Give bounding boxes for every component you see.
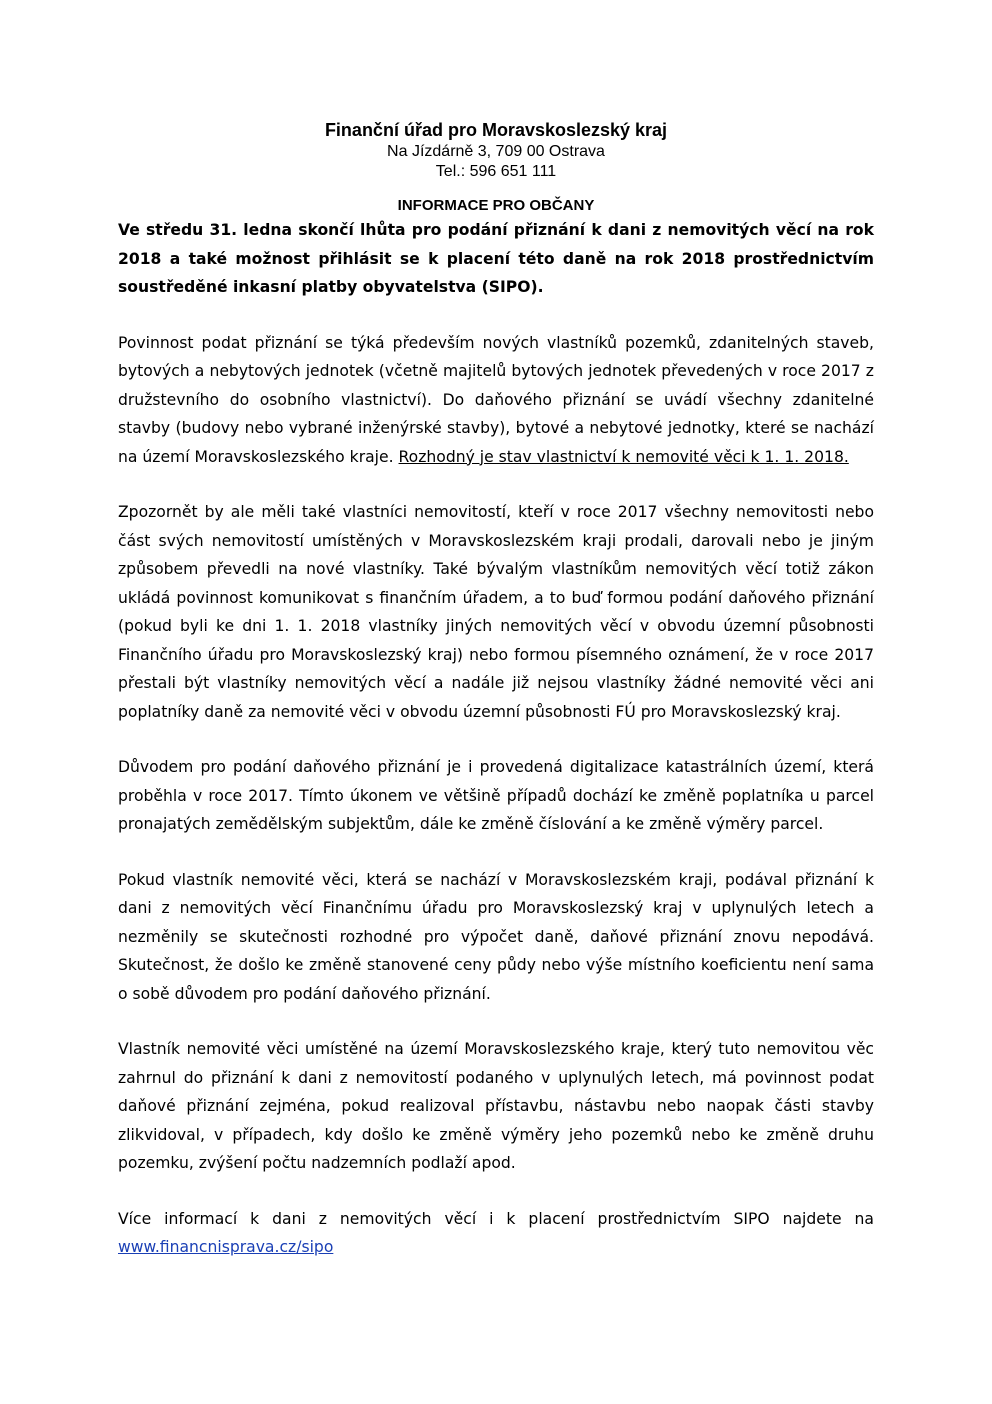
document-page bbox=[118, 118, 874, 1262]
organization-name: Finanční úřad pro Moravskoslezský kraj bbox=[324, 120, 668, 140]
letterhead bbox=[118, 118, 874, 182]
paragraph-1 bbox=[118, 329, 874, 472]
paragraph-4: Pokud vlastník nemovité věci, která se nachází v Moravskoslezském kraji, podával přiznání k dani z nemovitých věcí Finančnímu úřadu pro Moravskoslezský kraj v uplynulých letech a nezměnily se skutečnosti rozhodné pro výpočet daně, daňové přiznání znovu nepodává. Skutečnost, že došlo ke změně stanovené ceny půdy nebo výše místního koeficientu není sama o sobě důvodem pro podání daňového přiznání. bbox=[118, 870, 874, 1003]
paragraph-spacer bbox=[118, 302, 874, 329]
document-heading: INFORMACE PRO OBČANY bbox=[397, 197, 595, 214]
paragraph-1-text: Povinnost podat přiznání se týká především nových vlastníků pozemků, zdanitelných staveb, bytových a nebytových jednotek (včetně majitelů bytových jednotek převedených v roce 2017 z družstevního do osobního vlastnictví). Do daňového přiznání se uvádí všechny zdanitelné stavby (budovy nebo vybrané inženýrské stavby), bytové a nebytové jednotky, které se nachází na území Moravskoslezského kraje. bbox=[118, 333, 874, 466]
paragraph-6 bbox=[118, 1205, 874, 1262]
paragraph-spacer bbox=[118, 726, 874, 753]
paragraph-spacer bbox=[118, 1008, 874, 1035]
paragraph-spacer bbox=[118, 471, 874, 498]
paragraph-spacer bbox=[118, 1178, 874, 1205]
organization-phone: Tel.: 596 651 111 bbox=[435, 163, 557, 180]
paragraph-3: Důvodem pro podání daňového přiznání je i provedená digitalizace katastrálních území, která proběhla v roce 2017. Tímto úkonem ve většině případů dochází ke změně poplatníka u parcel pronajatých zemědělským subjektům, dále ke změně číslování a ke změně výměry parcel. bbox=[118, 758, 874, 833]
paragraph-2: Zpozornět by ale měli také vlastníci nemovitostí, kteří v roce 2017 všechny nemovitosti nebo část svých nemovitostí umístěných v Moravskoslezském kraji prodali, darovali nebo je jiným způsobem převedli na nové vlastníky. Také bývalým vlastníkům nemovitých věcí totiž zákon ukládá povinnost komunikovat s finančním úřadem, a to buď formou podání daňového přiznání (pokud byli ke dni 1. 1. 2018 vlastníky jiných nemovitých věcí v obvodu územní působnosti Finančního úřadu pro Moravskoslezský kraj) nebo formou písemného oznámení, že v roce 2017 přestali být vlastníky nemovitých věcí a nadále již nejsou vlastníky žádné nemovité věci ani poplatníky daně za nemovité věci v obvodu územní působnosti FÚ pro Moravskoslezský kraj. bbox=[118, 503, 874, 721]
lead-paragraph: Ve středu 31. ledna skončí lhůta pro podání přiznání k dani z nemovitých věcí na rok 2018 a také možnost přihlásit se k placení této daně na rok 2018 prostřednictvím soustředěné inkasní platby obyvatelstva (SIPO). bbox=[118, 221, 874, 296]
paragraph-1-underlined-text: Rozhodný je stav vlastnictví k nemovité věci k 1. 1. 2018. bbox=[398, 447, 849, 466]
paragraph-5: Vlastník nemovité věci umístěné na území Moravskoslezského kraje, který tuto nemovitou věc zahrnul do přiznání k dani z nemovitostí podaného v uplynulých letech, má povinnost podat daňové přiznání zejména, pokud realizoval přístavbu, nástavbu nebo naopak části stavby zlikvidoval, v případech, kdy došlo ke změně výměry jeho pozemků nebo ke změně druhu pozemku, zvýšení počtu nadzemních podlaží apod. bbox=[118, 1040, 874, 1172]
paragraph-spacer bbox=[118, 839, 874, 866]
sipo-info-link[interactable]: www.financnisprava.cz/sipo bbox=[118, 1238, 334, 1256]
paragraph-6-text: Více informací k dani z nemovitých věcí i k placení prostřednictvím SIPO najdete na bbox=[118, 1209, 874, 1228]
organization-address: Na Jízdárně 3, 709 00 Ostrava bbox=[387, 143, 605, 160]
